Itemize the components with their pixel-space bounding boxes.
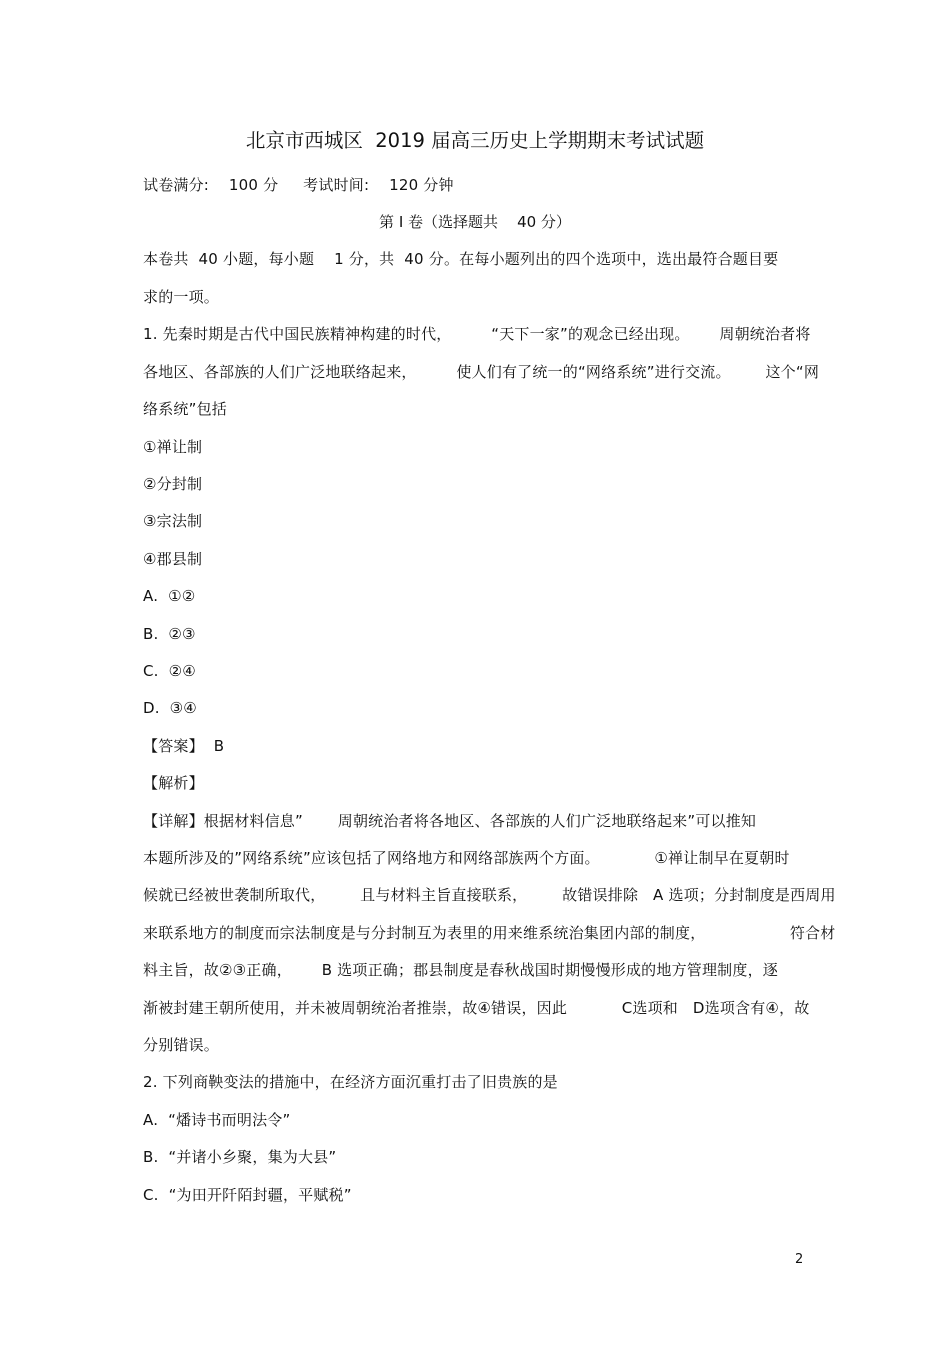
question-1-explanation: 渐被封建王朝所使用，并未被周朝统治者推崇，故④错误，因此 C选项和 D选项含有④，故: [143, 999, 810, 1017]
question-1-option-d: D. ③④: [143, 699, 197, 717]
question-1-explanation: 候就已经被世袭制所取代， 且与材料主旨直接联系， 故错误排除 A 选项；分封制度是西周用: [143, 886, 836, 904]
question-1-analysis-heading: 【解析】: [143, 774, 204, 792]
question-1-option-a: A. ①②: [143, 587, 196, 605]
instructions-line: 本卷共 40 小题，每小题 1 分，共 40 分。在每小题列出的四个选项中，选出最符合题目要: [143, 250, 779, 268]
instructions-line: 求的一项。: [143, 288, 220, 306]
question-1-explanation: 分别错误。: [143, 1036, 220, 1054]
question-1-item: ④郡县制: [143, 550, 203, 568]
question-1-explanation: 料主旨，故②③正确， B 选项正确；郡县制度是春秋战国时期慢慢形成的地方管理制度，逐: [143, 961, 778, 979]
question-1-explanation: 来联系地方的制度而宗法制度是与分封制互为表里的用来维系统治集团内部的制度， 符合材: [143, 924, 836, 942]
question-2-option-c: C. “为田开阡陌封疆，平赋税”: [143, 1186, 352, 1204]
question-1-stem: 各地区、各部族的人们广泛地联络起来， 使人们有了统一的“网络系统”进行交流。 这个“网: [143, 363, 820, 381]
question-2-option-a: A. “燔诗书而明法令”: [143, 1111, 291, 1129]
question-1-option-c: C. ②④: [143, 662, 196, 680]
document-title: 北京市西城区 2019 届高三历史上学期期末考试试题: [245, 129, 705, 152]
question-1-explanation: 【详解】根据材料信息” 周朝统治者将各地区、各部族的人们广泛地联络起来”可以推知: [143, 812, 757, 830]
question-1-item: ①禅让制: [143, 438, 203, 456]
question-1-stem: 1. 先秦时期是古代中国民族精神构建的时代， “天下一家”的观念已经出现。 周朝统治者将: [143, 325, 811, 343]
question-2-option-b: B. “并诸小乡聚，集为大县”: [143, 1148, 337, 1166]
question-1-stem: 络系统”包括: [143, 400, 227, 418]
question-1-item: ③宗法制: [143, 512, 203, 530]
exam-info: 试卷满分: 100 分 考试时间: 120 分钟: [143, 176, 454, 194]
page-number: 2: [795, 1252, 804, 1267]
question-2-stem: 2. 下列商鞅变法的措施中，在经济方面沉重打击了旧贵族的是: [143, 1073, 558, 1091]
question-1-answer: 【答案】 B: [143, 737, 225, 755]
question-1-option-b: B. ②③: [143, 625, 196, 643]
question-1-item: ②分封制: [143, 475, 203, 493]
question-1-explanation: 本题所涉及的”网络系统”应该包括了网络地方和网络部族两个方面。 ①禅让制早在夏朝时: [143, 849, 790, 867]
section-heading: 第 Ⅰ 卷（选择题共 40 分）: [379, 213, 571, 231]
